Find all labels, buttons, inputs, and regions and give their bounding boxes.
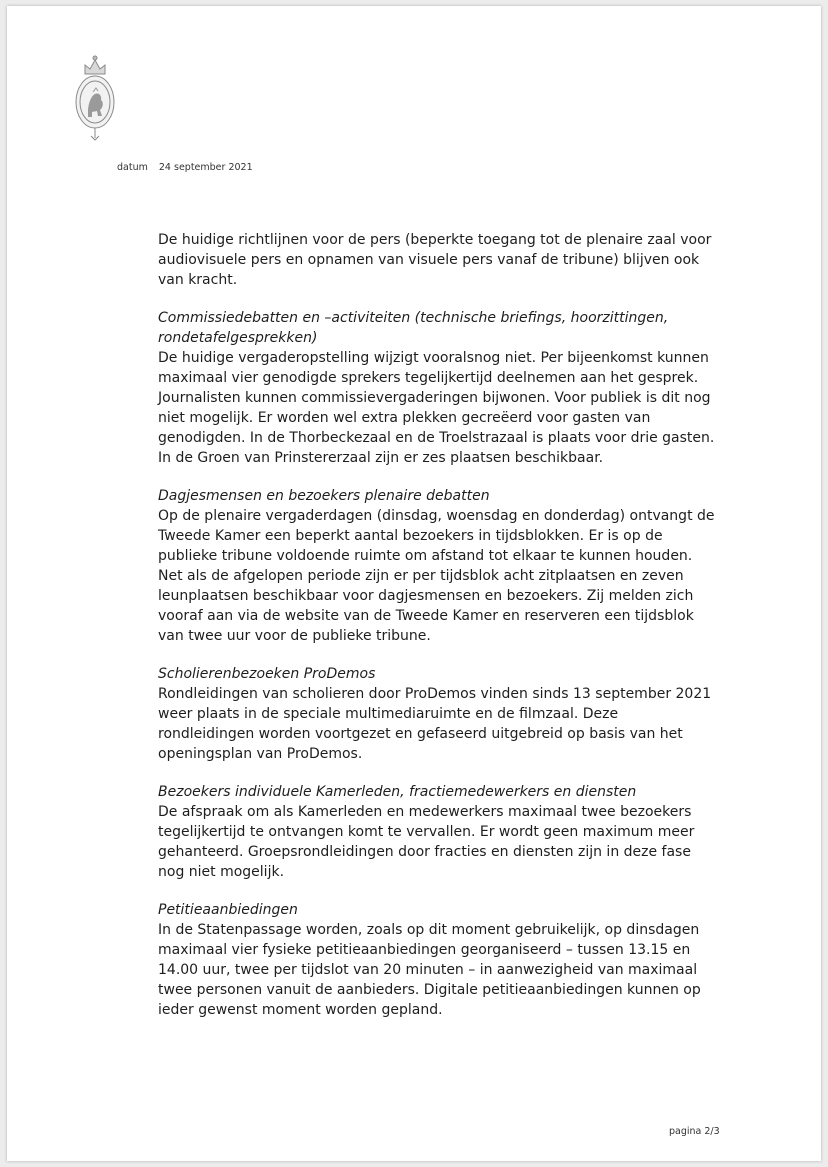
date-line	[117, 162, 253, 173]
section-dagjesmensen	[158, 486, 718, 646]
date-value: 24 september 2021	[158, 162, 253, 173]
section-heading: Petitieaanbiedingen	[158, 902, 298, 918]
section-body: In de Statenpassage worden, zoals op dit moment gebruikelijk, op dinsdagen maximaal vier fysieke petitieaanbiedingen georganiseerd – tussen 13.15 en 14.00 uur, twee per tijdslot van 20 minuten – in aanwezigheid van maximaal twee personen vanuit de aanbieders. Digitale petitieaanbiedingen kunnen op ieder gewenst moment worden gepland.	[158, 922, 701, 1018]
document-page	[7, 6, 821, 1161]
section-bezoekers-kamerleden	[158, 782, 718, 882]
section-body: De huidige vergaderopstelling wijzigt vooralsnog niet. Per bijeenkomst kunnen maximaal vier genodigde sprekers tegelijkertijd deelnemen aan het gesprek. Journalisten kunnen commissievergaderingen bijwonen. Voor publiek is dit nog niet mogelijk. Er worden wel extra plekken gecreëerd voor gasten van genodigden. In de Thorbeckezaal en de Troelstrazaal is plaats voor drie gasten. In de Groen van Prinstererzaal zijn er zes plaatsen beschikbaar.	[158, 350, 715, 466]
section-body: Rondleidingen van scholieren door ProDemos vinden sinds 13 september 2021 weer plaats in de speciale multimediaruimte en de filmzaal. Deze rondleidingen worden voortgezet en gefaseerd uitgebreid op basis van het openingsplan van ProDemos.	[158, 686, 712, 762]
section-body: Op de plenaire vergaderdagen (dinsdag, woensdag en donderdag) ontvangt de Tweede Kamer een beperkt aantal bezoekers in tijdsblokken. Er is op de publieke tribune voldoende ruimte om afstand tot elkaar te kunnen houden. Net als de afgelopen periode zijn er per tijdsblok acht zitplaatsen en zeven leunplaatsen beschikbaar voor dagjesmensen en bezoekers. Zij melden zich vooraf aan via de website van de Tweede Kamer en reserveren een tijdsblok van twee uur voor de publieke tribune.	[158, 508, 715, 644]
letter-body	[158, 230, 718, 1038]
section-heading: Commissiedebatten en –activiteiten (technische briefings, hoorzittingen, rondetafelgesprekken)	[158, 310, 669, 346]
page-number: pagina 2/3	[669, 1126, 720, 1137]
section-body: De afspraak om als Kamerleden en medewerkers maximaal twee bezoekers tegelijkertijd te ontvangen komt te vervallen. Er wordt geen maximum meer gehanteerd. Groepsrondleidingen door fracties en diensten zijn in deze fase nog niet mogelijk.	[158, 804, 695, 880]
intro-paragraph: De huidige richtlijnen voor de pers (beperkte toegang tot de plenaire zaal voor audiovisuele pers en opnamen van visuele pers vanaf de tribune) blijven ook van kracht.	[158, 232, 712, 288]
section-scholierenbezoeken	[158, 664, 718, 764]
section-petitieaanbiedingen	[158, 900, 718, 1020]
section-heading: Scholierenbezoeken ProDemos	[158, 666, 376, 682]
section-heading: Bezoekers individuele Kamerleden, fractiemedewerkers en diensten	[158, 784, 637, 800]
section-commissiedebatten	[158, 308, 718, 468]
date-label: datum	[117, 162, 148, 173]
section-heading: Dagjesmensen en bezoekers plenaire debatten	[158, 488, 490, 504]
coat-of-arms-emblem-icon	[71, 52, 119, 144]
